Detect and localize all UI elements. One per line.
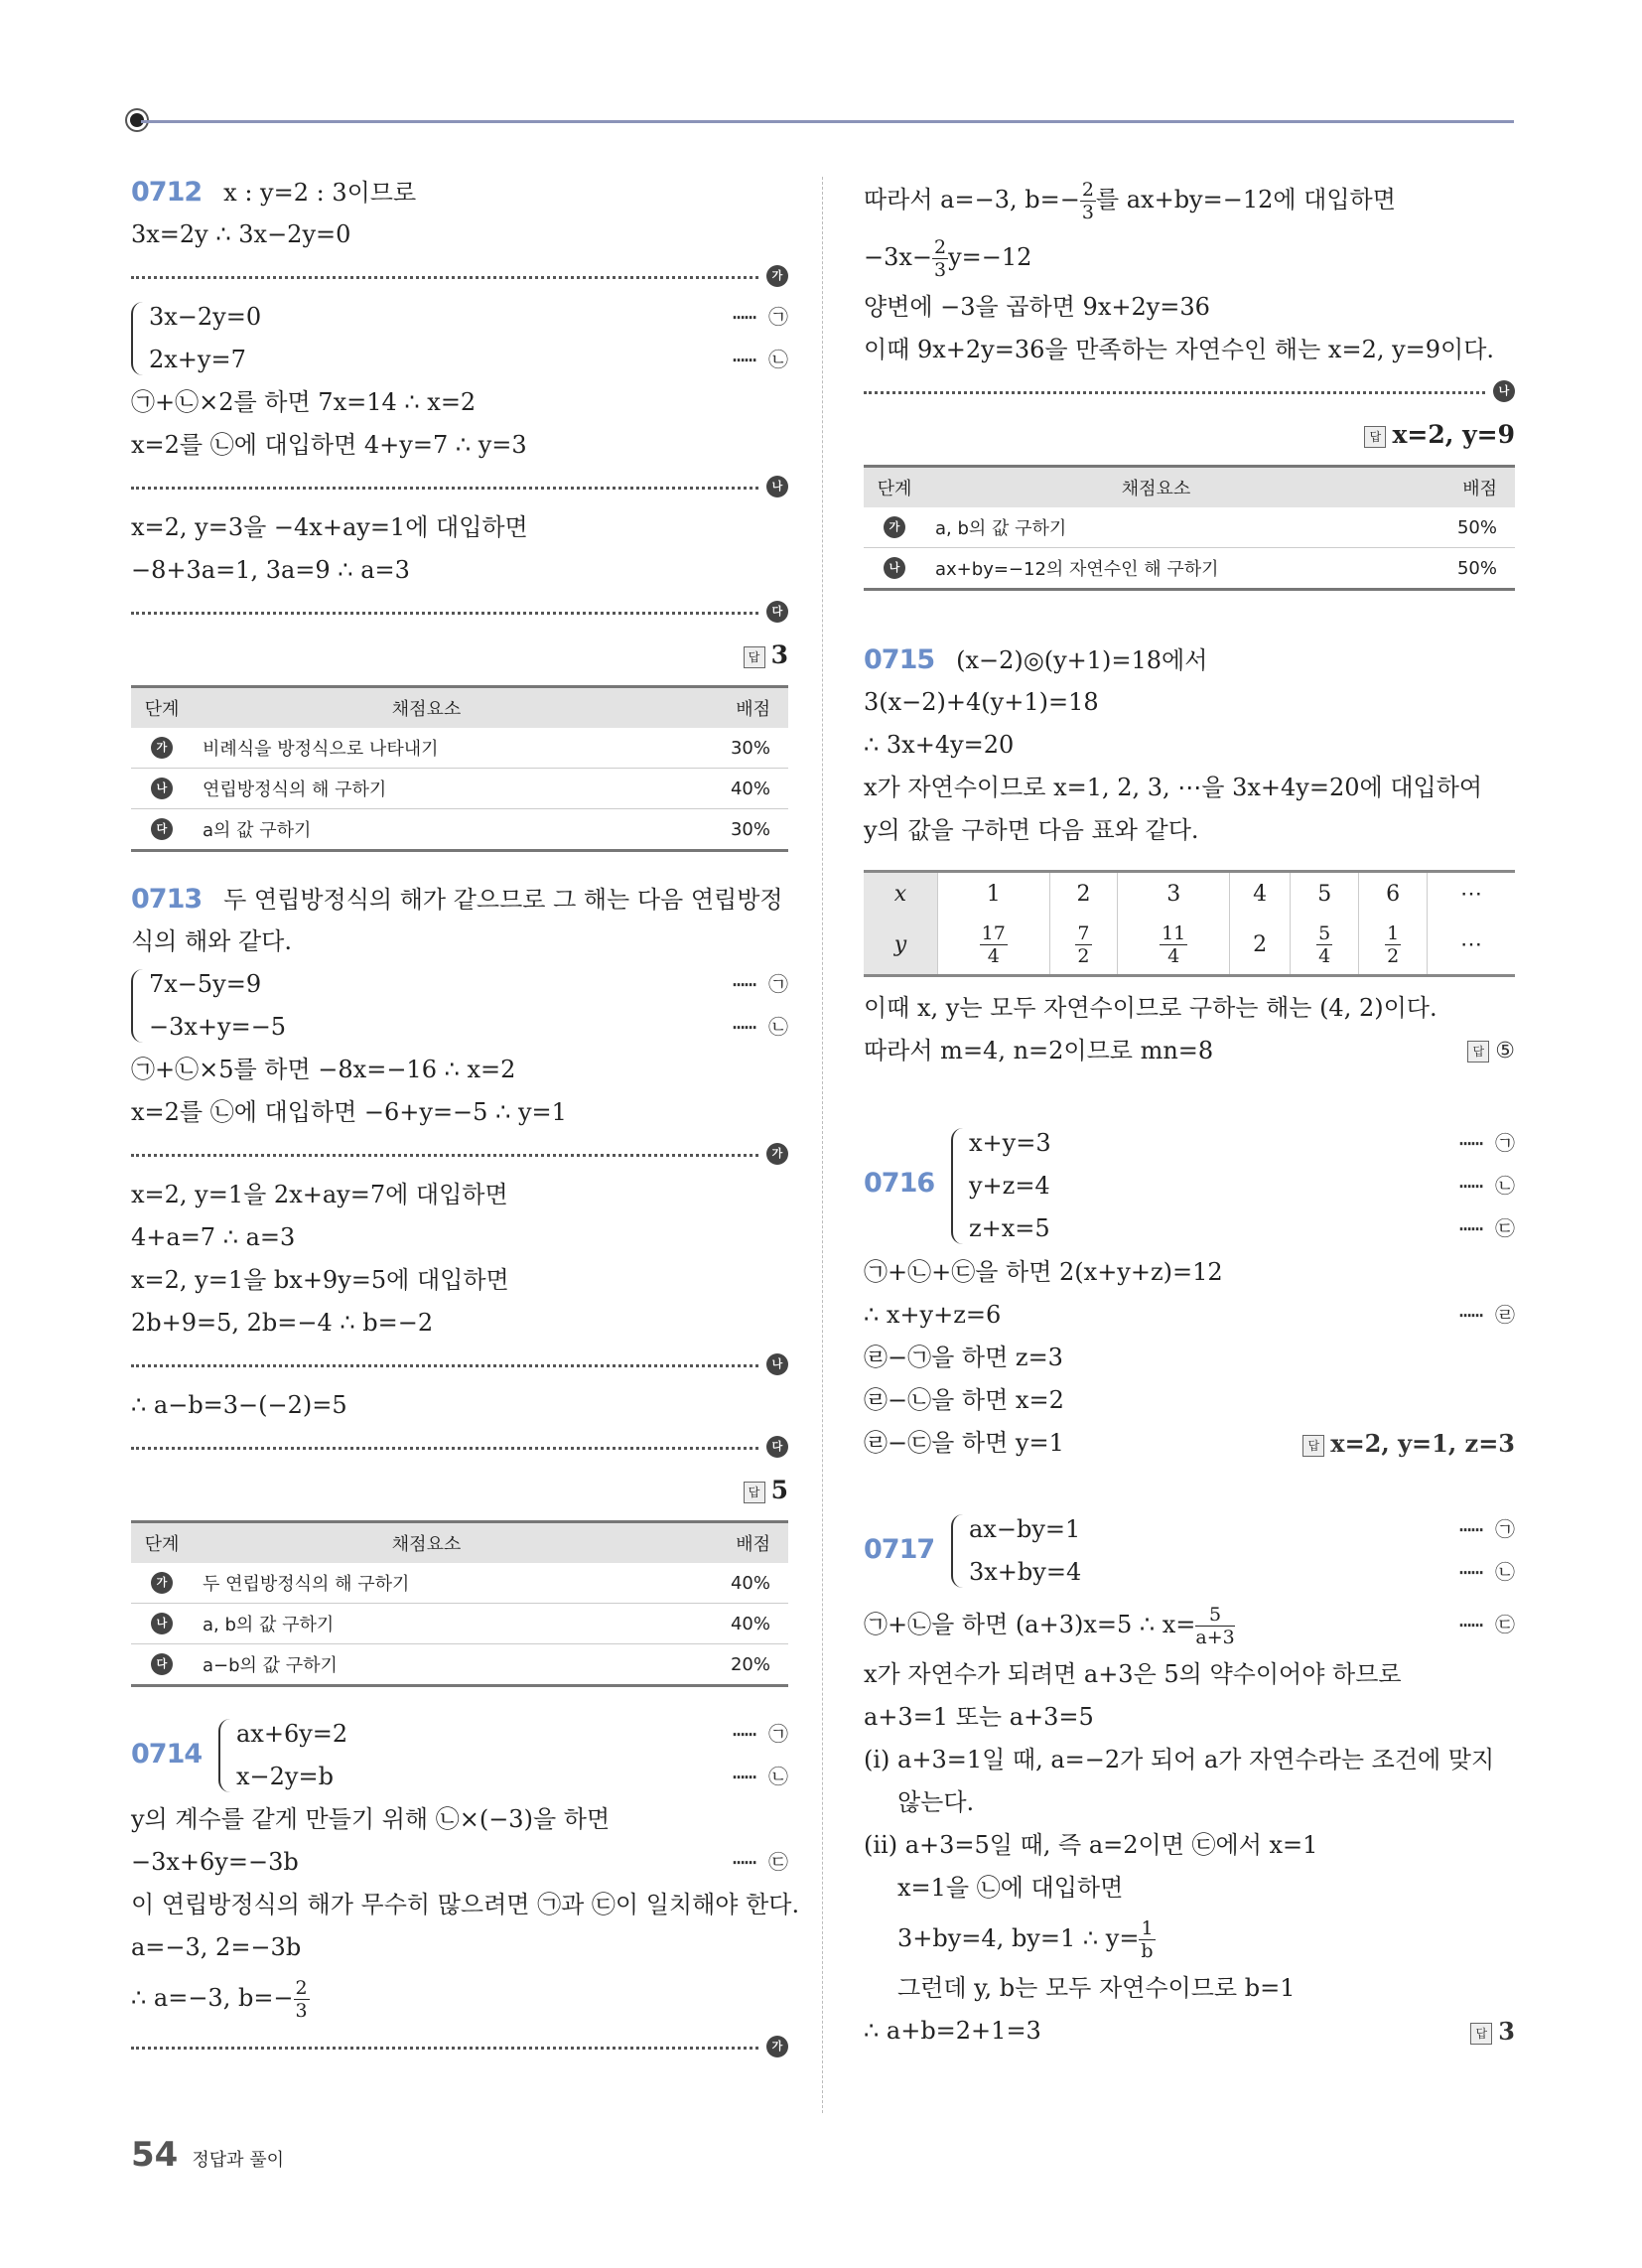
problem-number: 0717	[864, 1534, 935, 1565]
problem-0716-header	[864, 1122, 1515, 1251]
problem-0713-line-1: 0713 두 연립방정식의 해가 같으므로 그 해는 다음 연립방정	[131, 884, 783, 915]
step-marker: 가	[766, 1143, 788, 1165]
problem-0712-line-2: 3x=2y ∴ 3x−2y=0	[131, 220, 351, 248]
problem-0712-line-4: x=2를 ㉡에 대입하면 4+y=7 ∴ y=3	[131, 431, 527, 459]
step-divider	[131, 1134, 788, 1174]
problem-0713-line-2: 식의 해와 같다.	[131, 927, 292, 955]
step-divider	[131, 2027, 788, 2066]
step-divider	[131, 592, 788, 632]
answer: 답 5	[131, 1467, 788, 1514]
answer: 답 x=2, y=9	[864, 411, 1515, 459]
xy-value-table: x 1 2 3 4 5 6 ⋯ y $\frac{17}{4}$ $\frac{7}{2}$ $\frac{11}{4}$ 2 $\frac{5}{4}$ $\frac{1}{2}$ ⋯	[864, 870, 1515, 977]
step-divider	[131, 1427, 788, 1467]
brace-icon	[218, 1719, 232, 1792]
column-separator	[822, 177, 823, 2113]
right-column: 따라서 a=−3, b=− $\frac{2}{3}$ 를 ax+by=−12에 대입하면 −3x− $\frac{2}{3}$ y=−12 양변에 −3을 곱하면 9x+2y=36 이때 9x+2y=36을 만족하는 자연수인 해는 x=2, y=9이다. 나 답 x=2, y=9 단계 채점요소 배점 가 a, b의 값 구하기 50% 나 ax+by=−12의 자연수인 해 구하기 50% 0715 (x−2)◎(y+1)=18에서 3(x−2)+4(y+1)=18 ∴ 3x+4y=20 x가 자연수이므로 x=1, 2, 3, ⋯을 3x+4y=20에 대입하여 y의 값을 구하면 다음 표와 같다. x 1 2 3 4 5 6 ⋯ y $\frac{17}{4}$ $\frac{7}{2}$ $\frac{11}{4}$ 2 $\frac{5}{4}$ $\frac{1}{2}$ ⋯ 이때 x, y는 모두 자연수이므로 구하는 해는 (4, 2)이다. 따라서 m=4, n=2이므로 mn=8 답 ⑤ 0716 x+y=3 ⋯⋯ ㉠ y+z=4 ⋯⋯ ㉡ z+x=5 ⋯⋯ ㉢ ㉠+㉡+㉢을 하면 2(x+y+z)=12 ∴ x+y+z=6 ⋯⋯ ㉣ ㉣−㉠을 하면 z=3 ㉣−㉡을 하면 x=2 ㉣−㉢을 하면 y=1 답 x=2, y=1, z=3 0717 ax−by=1 ⋯⋯ ㉠ 3x+by=4 ⋯⋯ ㉡ ㉠+㉡을 하면 (a+3)x=5 ∴ x= $\frac{5}{a+3}$ ⋯⋯ ㉢ x가 자연수가 되려면 a+3은 5의 약수이어야 하므로 a+3=1 또는 a+3=5 (ⅰ) a+3=1일 때, a=−2가 되어 a가 자연수라는 조건에 맞지 않는다. (ⅱ) a+3=5일 때, 즉 a=2이면 ㉢에서 x=1 x=1을 ㉡에 대입하면 3+by=4, by=1 ∴ y= $\frac{1}{b}$ 그런데 y, b는 모두 자연수이므로 b=1 ∴ a+b=2+1=3 답 3	[864, 179, 1515, 2046]
problem-0713-line-4: x=2를 ㉡에 대입하면 −6+y=−5 ∴ y=1	[131, 1098, 567, 1126]
problem-number: 0715	[864, 644, 935, 675]
equation-system: 3x−2y=0 ⋯⋯ ㉠ 2x+y=7 ⋯⋯ ㉡	[131, 296, 788, 381]
brace-icon	[131, 969, 145, 1043]
table-row: 다 a−b의 값 구하기 20%	[131, 1644, 788, 1686]
page-number: 54	[131, 2135, 179, 2175]
step-divider	[131, 467, 788, 506]
problem-number: 0713	[131, 884, 203, 915]
step-marker: 나	[1493, 380, 1515, 402]
problem-0712-line-5: x=2, y=3을 −4x+ay=1에 대입하면	[131, 513, 528, 541]
step-divider	[864, 371, 1515, 411]
problem-number: 0714	[131, 1739, 203, 1770]
step-divider	[131, 1345, 788, 1384]
problem-0712-line-3: ㉠+㉡×2를 하면 7x=14 ∴ x=2	[131, 388, 477, 416]
left-column: 0712 x : y=2 : 3이므로 3x=2y ∴ 3x−2y=0 가 3x−2y=0 ⋯⋯ ㉠ 2x+y=7 ⋯⋯ ㉡ ㉠+㉡×2를 하면 7x=14 ∴ x=2 x=2를 ㉡에 대입하면 4+y=7 ∴ y=3 나 x=2, y=3을 −4x+ay=1에 대입하면 −8+3a=1, 3a=9 ∴ a=3 다 답 3 단계 채점요소 배점 가 비례식을 방정식으로 나타내기 30% 나 연립방정식의 해 구하기 40% 다 a의 값 구하기 30% 0713 두 연립방정식의 해가 같으므로 그 해는 다음 연립방정 식의 해와 같다. 7x−5y=9 ⋯⋯ ㉠ −3x+y=−5 ⋯⋯ ㉡ ㉠+㉡×5를 하면 −8x=−16 ∴ x=2 x=2를 ㉡에 대입하면 −6+y=−5 ∴ y=1 가 x=2, y=1을 2x+ay=7에 대입하면 4+a=7 ∴ a=3 x=2, y=1을 bx+9y=5에 대입하면 2b+9=5, 2b=−4 ∴ b=−2 나 ∴ a−b=3−(−2)=5 다 답 5 단계 채점요소 배점 가 두 연립방정식의 해 구하기 40% 나 a, b의 값 구하기 40% 다 a−b의 값 구하기 20% 0714 ax+6y=2 ⋯⋯ ㉠ x−2y=b ⋯⋯ ㉡ y의 계수를 같게 만들기 위해 ㉡×(−3)을 하면 −3x+6y=−3b ⋯⋯ ㉢ 이 연립방정식의 해가 무수히 많으려면 ㉠과 ㉢이 일치해야 한다. a=−3, 2=−3b ∴ a=−3, b=− $\frac{2}{3}$ 가	[131, 171, 788, 2066]
step-marker: 나	[766, 1353, 788, 1375]
header-rule	[141, 120, 1514, 123]
table-row: 나 연립방정식의 해 구하기 40%	[131, 769, 788, 809]
step-marker: 가	[766, 265, 788, 287]
scoring-table: 단계 채점요소 배점 가 a, b의 값 구하기 50% 나 ax+by=−12의 자연수인 해 구하기 50%	[864, 465, 1515, 591]
problem-0713-line-3: ㉠+㉡×5를 하면 −8x=−16 ∴ x=2	[131, 1056, 516, 1083]
scoring-table: 단계 채점요소 배점 가 두 연립방정식의 해 구하기 40% 나 a, b의 값 구하기 40% 다 a−b의 값 구하기 20%	[131, 1520, 788, 1687]
problem-number: 0716	[864, 1168, 935, 1199]
table-row: 다 a의 값 구하기 30%	[131, 809, 788, 851]
table-row: 가 두 연립방정식의 해 구하기 40%	[131, 1563, 788, 1604]
brace-icon	[951, 1128, 965, 1244]
problem-number: 0712	[131, 177, 203, 208]
problem-0712-line-6: −8+3a=1, 3a=9 ∴ a=3	[131, 556, 410, 584]
equation-system: ax+6y=2 ⋯⋯ ㉠ x−2y=b ⋯⋯ ㉡	[218, 1713, 788, 1798]
equation-system: ax−by=1 ⋯⋯ ㉠ 3x+by=4 ⋯⋯ ㉡	[951, 1508, 1515, 1594]
table-row: 나 ax+by=−12의 자연수인 해 구하기 50%	[864, 548, 1515, 590]
step-marker: 가	[766, 2036, 788, 2057]
equation-system: x+y=3 ⋯⋯ ㉠ y+z=4 ⋯⋯ ㉡ z+x=5 ⋯⋯ ㉢	[951, 1122, 1515, 1250]
step-marker: 다	[766, 601, 788, 623]
table-row: 나 a, b의 값 구하기 40%	[131, 1604, 788, 1644]
answer: 답 3	[131, 632, 788, 679]
problem-0714-header	[131, 1713, 788, 1798]
step-divider	[131, 256, 788, 296]
problem-0712-line-1: 0712 x : y=2 : 3이므로	[131, 177, 417, 208]
step-marker: 나	[766, 476, 788, 497]
scoring-table: 단계 채점요소 배점 가 비례식을 방정식으로 나타내기 30% 나 연립방정식의 해 구하기 40% 다 a의 값 구하기 30%	[131, 685, 788, 852]
problem-0717-header	[864, 1508, 1515, 1596]
step-marker: 다	[766, 1436, 788, 1458]
brace-icon	[951, 1514, 965, 1588]
page-footer	[131, 2135, 284, 2175]
table-row: 가 비례식을 방정식으로 나타내기 30%	[131, 728, 788, 769]
section-title: 정답과 풀이	[192, 2150, 284, 2171]
equation-system: 7x−5y=9 ⋯⋯ ㉠ −3x+y=−5 ⋯⋯ ㉡	[131, 963, 788, 1049]
table-row: 가 a, b의 값 구하기 50%	[864, 507, 1515, 548]
brace-icon	[131, 302, 145, 375]
